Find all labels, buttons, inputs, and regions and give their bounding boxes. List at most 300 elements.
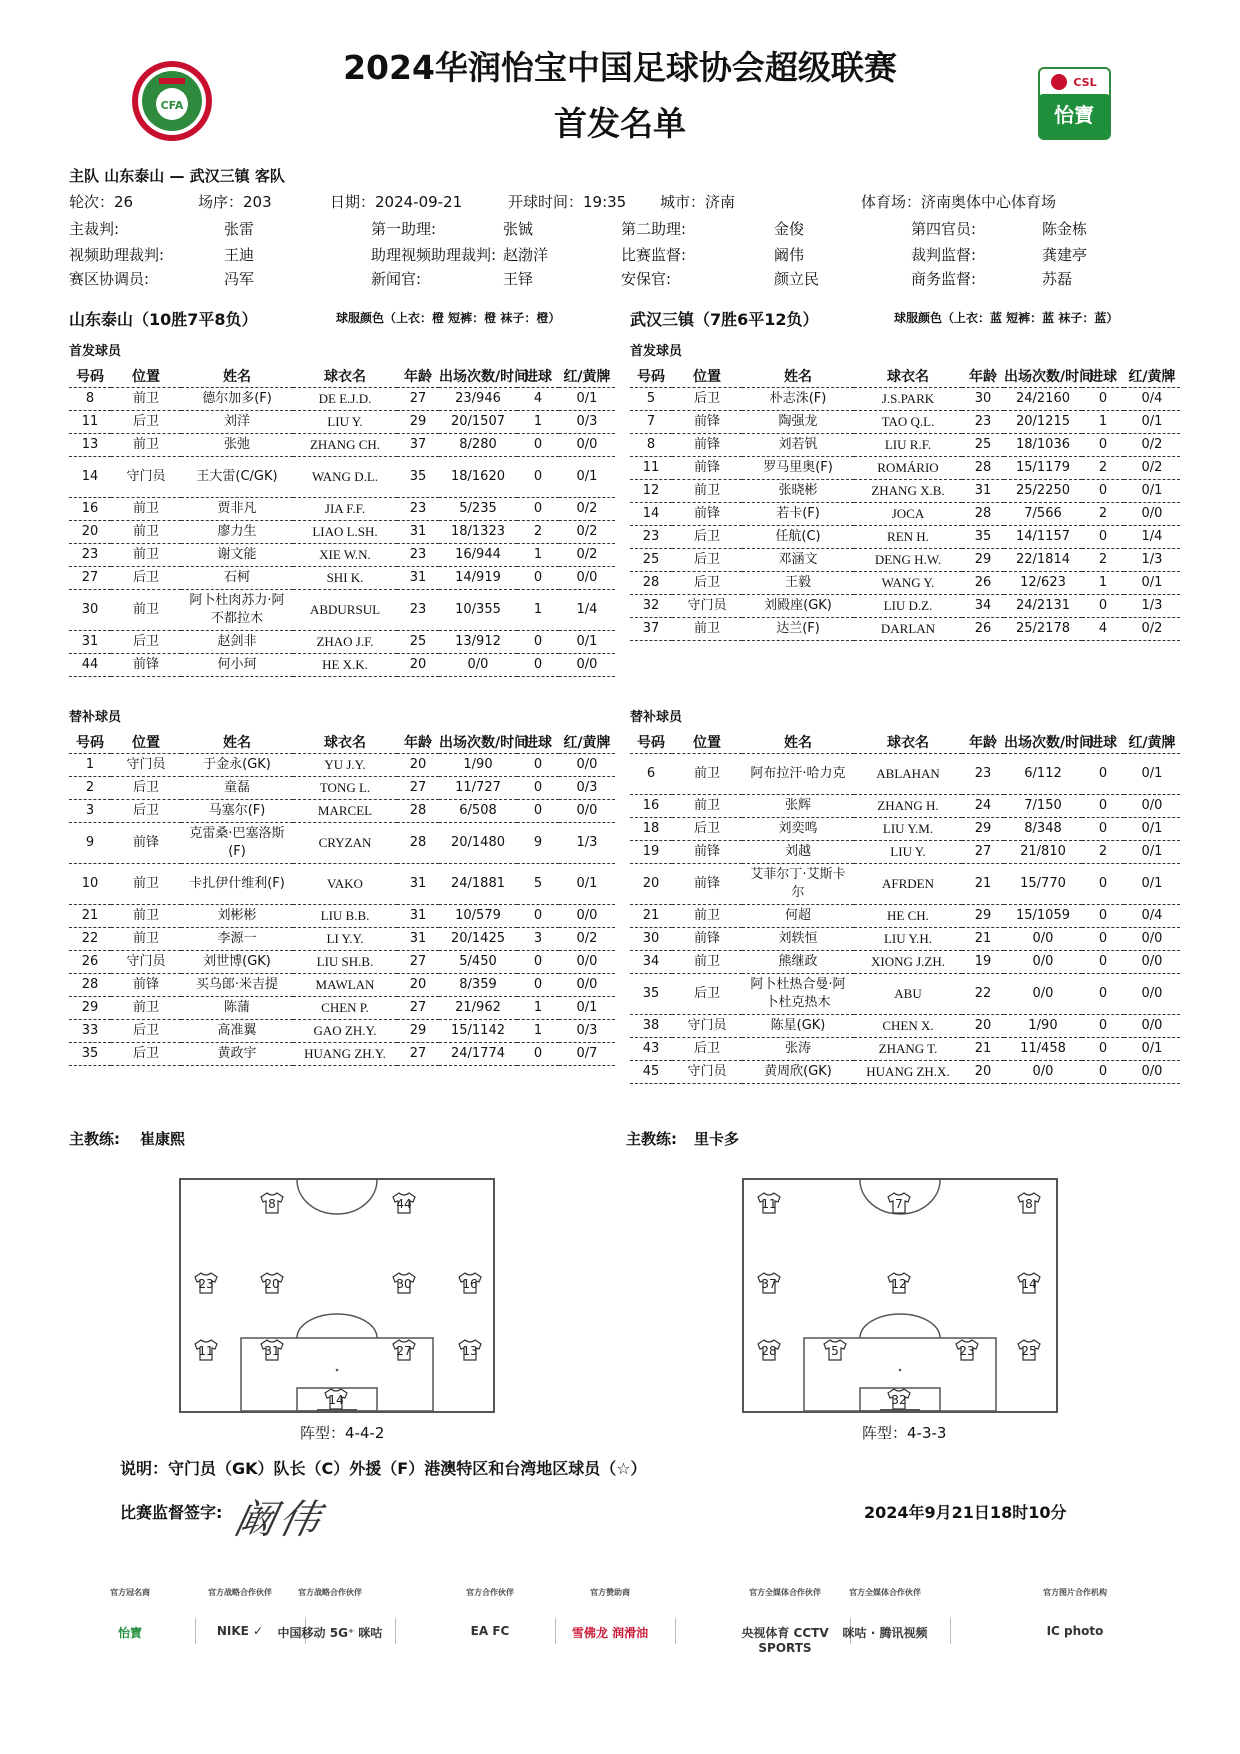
sponsor-divider (395, 1618, 396, 1644)
page-title: 2024华润怡宝中国足球协会超级联赛 (343, 48, 897, 87)
player-cell: 0 (517, 457, 559, 498)
player-cell: 19 (630, 841, 672, 864)
player-cell: TONG L. (293, 777, 397, 800)
player-cell: 守门员 (111, 951, 181, 974)
player-cell: HE CH. (854, 905, 962, 928)
sponsor-divider (675, 1618, 676, 1644)
player-cell: 23 (397, 544, 439, 567)
player-cell: 0 (517, 567, 559, 590)
player-cell: DARLAN (854, 618, 962, 641)
player-cell: 罗马里奥(F) (742, 457, 854, 480)
player-cell: ZHANG H. (854, 795, 962, 818)
player-cell: 廖力生 (181, 521, 293, 544)
player-cell: 11/458 (1004, 1038, 1082, 1061)
column-header: 位置 (111, 365, 181, 388)
shirt-number: 7 (895, 1197, 903, 1211)
player-cell: 0 (517, 951, 559, 974)
player-cell: 8/359 (439, 974, 517, 997)
player-cell: 25/2178 (1004, 618, 1082, 641)
player-cell: 31 (397, 567, 439, 590)
player-cell: 0/0 (559, 800, 615, 823)
shirt-number: 23 (959, 1344, 975, 1358)
shirt-number: 32 (891, 1393, 907, 1407)
player-cell: 9 (69, 823, 111, 864)
player-cell: 于金永(GK) (181, 754, 293, 777)
player-cell: 0 (517, 1043, 559, 1066)
player-cell: 谢文能 (181, 544, 293, 567)
player-cell: 0 (1082, 1061, 1124, 1084)
sponsor-caption: 官方战略合作伙伴 (208, 1588, 272, 1597)
home-subs-title: 替补球员 (69, 710, 122, 725)
player-cell: 前卫 (111, 864, 181, 905)
player-cell: 0 (1082, 928, 1124, 951)
shirt-number: 5 (831, 1344, 839, 1358)
player-cell: 童磊 (181, 777, 293, 800)
shirt-number: 12 (891, 1277, 907, 1291)
player-cell: 5 (517, 864, 559, 905)
player-cell: LI Y.Y. (293, 928, 397, 951)
sponsor-caption: 官方全媒体合作伙伴 (749, 1588, 821, 1597)
player-cell: 前卫 (111, 388, 181, 411)
shirt-number: 8 (1025, 1197, 1033, 1211)
player-cell: 13 (69, 434, 111, 457)
player-row (69, 823, 615, 864)
player-cell: 25 (397, 631, 439, 654)
sponsor-caption: 官方战略合作伙伴 (298, 1588, 362, 1597)
player-cell: 14/919 (439, 567, 517, 590)
player-cell: 0/0 (1124, 951, 1180, 974)
player-cell: 后卫 (672, 1038, 742, 1061)
column-header: 姓名 (181, 365, 293, 388)
official-name: 张铖 (503, 220, 534, 238)
player-cell: 0 (517, 800, 559, 823)
player-cell: 何超 (742, 905, 854, 928)
player-cell: 9 (517, 823, 559, 864)
player-cell: 12/623 (1004, 572, 1082, 595)
player-cell: 守门员 (111, 457, 181, 498)
sponsor-caption: 官方合作伙伴 (466, 1588, 514, 1597)
player-row (630, 457, 1180, 480)
player-cell: ZHANG T. (854, 1038, 962, 1061)
column-header: 位置 (111, 731, 181, 754)
player-cell: 1/3 (1124, 595, 1180, 618)
player-cell: 7/150 (1004, 795, 1082, 818)
player-cell: 守门员 (672, 1061, 742, 1084)
player-cell: 25 (630, 549, 672, 572)
player-cell: 0/4 (1124, 905, 1180, 928)
player-cell: 0/0 (559, 905, 615, 928)
player-cell: 后卫 (672, 974, 742, 1015)
player-cell: HUANG ZH.X. (854, 1061, 962, 1084)
player-cell: 0/0 (559, 654, 615, 677)
player-cell: ZHAO J.F. (293, 631, 397, 654)
player-cell: 34 (630, 951, 672, 974)
player-cell: 0/2 (1124, 618, 1180, 641)
player-cell: 6/508 (439, 800, 517, 823)
player-cell: 38 (630, 1015, 672, 1038)
player-cell: MARCEL (293, 800, 397, 823)
official-role: 主裁判: (69, 220, 120, 238)
player-cell: 李源一 (181, 928, 293, 951)
player-shirt-icon (391, 1272, 417, 1294)
player-cell: 0 (517, 631, 559, 654)
player-cell: 37 (630, 618, 672, 641)
official-role: 商务监督: (911, 270, 977, 288)
player-cell: 0/2 (559, 521, 615, 544)
player-cell: 15/770 (1004, 864, 1082, 905)
player-cell: 0/1 (1124, 818, 1180, 841)
player-row (630, 618, 1180, 641)
pitch-lines (744, 1180, 1056, 1411)
player-cell: 0/2 (559, 928, 615, 951)
player-cell: 3 (69, 800, 111, 823)
player-row (69, 951, 615, 974)
player-cell: 23 (962, 411, 1004, 434)
column-header: 球衣名 (854, 365, 962, 388)
player-cell: 0 (517, 777, 559, 800)
player-cell: 0/0 (559, 754, 615, 777)
player-cell: CRYZAN (293, 823, 397, 864)
player-shirt-icon (457, 1339, 483, 1361)
player-cell: 艾菲尔丁·艾斯卡尔 (742, 864, 854, 905)
player-row (630, 480, 1180, 503)
player-cell: 0/1 (1124, 411, 1180, 434)
player-cell: 21 (962, 928, 1004, 951)
player-cell: 后卫 (672, 818, 742, 841)
player-cell: 27 (397, 1043, 439, 1066)
sponsor-logo: 咪咕 · 腾讯视频 (842, 1626, 928, 1640)
player-cell: 28 (962, 503, 1004, 526)
player-cell: 张涛 (742, 1038, 854, 1061)
player-shirt-icon (886, 1192, 912, 1214)
player-cell: 27 (397, 951, 439, 974)
player-cell: 石柯 (181, 567, 293, 590)
player-cell: 33 (69, 1020, 111, 1043)
player-cell: 0/0 (1004, 974, 1082, 1015)
player-cell: 0/2 (559, 544, 615, 567)
column-header: 红/黄牌 (559, 731, 615, 754)
column-header: 进球 (1082, 365, 1124, 388)
player-row (69, 997, 615, 1020)
player-cell: JIA F.F. (293, 498, 397, 521)
player-cell: 0 (1082, 595, 1124, 618)
player-cell: 25/2250 (1004, 480, 1082, 503)
home-team-record: 山东泰山（10胜7平8负） (69, 310, 258, 329)
player-row (630, 795, 1180, 818)
column-header: 红/黄牌 (1124, 365, 1180, 388)
player-cell: ZHANG CH. (293, 434, 397, 457)
shirt-number: 16 (462, 1277, 478, 1291)
player-cell: 27 (397, 388, 439, 411)
player-shirt-icon (886, 1272, 912, 1294)
player-cell: 10/579 (439, 905, 517, 928)
player-cell: 1/4 (1124, 526, 1180, 549)
player-cell: 4 (1082, 618, 1124, 641)
player-row (69, 498, 615, 521)
player-row (69, 388, 615, 411)
player-cell: 0 (517, 974, 559, 997)
player-shirt-icon (391, 1339, 417, 1361)
player-cell: 赵剑非 (181, 631, 293, 654)
player-cell: 15/1142 (439, 1020, 517, 1043)
player-cell: 12 (630, 480, 672, 503)
player-cell: 后卫 (672, 572, 742, 595)
player-cell: VAKO (293, 864, 397, 905)
official-name: 陈金栋 (1042, 220, 1088, 238)
shirt-number: 20 (264, 1277, 280, 1291)
official-role: 第四官员: (911, 220, 977, 238)
column-header: 号码 (630, 731, 672, 754)
player-cell: 35 (962, 526, 1004, 549)
player-cell: 王毅 (742, 572, 854, 595)
player-cell: 陶强龙 (742, 411, 854, 434)
player-shirt-icon (457, 1272, 483, 1294)
sponsor-caption: 官方图片合作机构 (1043, 1588, 1107, 1597)
player-cell: 前锋 (111, 823, 181, 864)
official-role: 新闻官: (371, 270, 422, 288)
player-cell: 刘轶恒 (742, 928, 854, 951)
player-cell: 14 (630, 503, 672, 526)
player-cell: 前锋 (672, 411, 742, 434)
official-name: 冯军 (224, 270, 255, 288)
player-cell: 16 (69, 498, 111, 521)
player-cell: 0/0 (1124, 928, 1180, 951)
player-cell: 1 (1082, 411, 1124, 434)
official-role: 第一助理: (371, 220, 437, 238)
player-cell: 24/1881 (439, 864, 517, 905)
player-cell: 0/7 (559, 1043, 615, 1066)
player-cell: 0/0 (1124, 503, 1180, 526)
player-cell: 0/2 (559, 498, 615, 521)
player-cell: 后卫 (672, 526, 742, 549)
player-cell: 0/0 (1124, 1061, 1180, 1084)
player-cell: 1 (1082, 572, 1124, 595)
player-shirt-icon (259, 1192, 285, 1214)
player-cell: 前锋 (672, 864, 742, 905)
player-shirt-icon (886, 1388, 912, 1410)
shirt-number: 28 (761, 1344, 777, 1358)
sponsor-logo: 中国移动 5G⁺ 咪咕 (277, 1626, 383, 1640)
player-cell: 前卫 (672, 480, 742, 503)
player-cell: 前锋 (672, 503, 742, 526)
player-cell: 1 (517, 997, 559, 1020)
player-row (69, 521, 615, 544)
column-header: 位置 (672, 365, 742, 388)
player-cell: CHEN P. (293, 997, 397, 1020)
player-cell: REN H. (854, 526, 962, 549)
player-cell: 23 (397, 590, 439, 631)
player-cell: LIU Y.M. (854, 818, 962, 841)
player-cell: 0 (1082, 795, 1124, 818)
player-cell: 后卫 (111, 567, 181, 590)
player-cell: LIU D.Z. (854, 595, 962, 618)
player-cell: 黄政宇 (181, 1043, 293, 1066)
player-cell: 前锋 (672, 928, 742, 951)
player-cell: 6/112 (1004, 754, 1082, 795)
player-cell: 22 (962, 974, 1004, 1015)
player-cell: 0/0 (1124, 795, 1180, 818)
player-cell: 后卫 (111, 800, 181, 823)
player-cell: 阿卜杜热合曼·阿卜杜克热木 (742, 974, 854, 1015)
column-header: 出场次数/时间 (1004, 731, 1082, 754)
home-formation-pitch (179, 1178, 495, 1413)
player-cell: 张弛 (181, 434, 293, 457)
player-cell: 35 (630, 974, 672, 1015)
player-shirt-icon (1016, 1192, 1042, 1214)
player-row (630, 549, 1180, 572)
player-cell: 黄周欣(GK) (742, 1061, 854, 1084)
kickoff-time: 开球时间：19:35 (508, 193, 627, 211)
player-cell: 朴志洙(F) (742, 388, 854, 411)
player-cell: 30 (69, 590, 111, 631)
player-cell: 刘若钒 (742, 434, 854, 457)
home-kit-colors: 球服颜色（上衣：橙 短裤：橙 袜子：橙） (336, 311, 561, 325)
player-cell: 阿布拉汗·哈力克 (742, 754, 854, 795)
shirt-number: 30 (396, 1277, 412, 1291)
match-date: 日期：2024-09-21 (330, 193, 463, 211)
player-row (630, 572, 1180, 595)
player-cell: 14 (69, 457, 111, 498)
player-cell: 克雷桑·巴塞洛斯(F) (181, 823, 293, 864)
player-cell: 0/2 (1124, 457, 1180, 480)
column-header: 年龄 (962, 365, 1004, 388)
player-row (69, 754, 615, 777)
player-cell: 1/90 (1004, 1015, 1082, 1038)
player-cell: 29 (962, 549, 1004, 572)
player-cell: 29 (397, 1020, 439, 1043)
player-cell: 0 (517, 754, 559, 777)
official-role: 助理视频助理裁判: (371, 246, 497, 264)
player-cell: 16 (630, 795, 672, 818)
player-cell: 陈星(GK) (742, 1015, 854, 1038)
player-cell: 25 (962, 434, 1004, 457)
away-formation-pitch (742, 1178, 1058, 1413)
player-cell: 29 (962, 818, 1004, 841)
player-row (630, 864, 1180, 905)
player-cell: 前锋 (672, 457, 742, 480)
player-cell: 20/1507 (439, 411, 517, 434)
column-header: 位置 (672, 731, 742, 754)
player-cell: ABU (854, 974, 962, 1015)
player-shirt-icon (954, 1339, 980, 1361)
player-cell: 1 (517, 411, 559, 434)
player-cell: LIU SH.B. (293, 951, 397, 974)
player-cell: 1 (517, 544, 559, 567)
player-cell: 31 (397, 928, 439, 951)
player-cell: ABLAHAN (854, 754, 962, 795)
stadium: 体育场：济南奥体中心体育场 (861, 193, 1057, 211)
player-cell: SHI K. (293, 567, 397, 590)
player-cell: CHEN X. (854, 1015, 962, 1038)
player-cell: 22/1814 (1004, 549, 1082, 572)
player-row (69, 974, 615, 997)
player-cell: 0/0 (559, 974, 615, 997)
player-row (69, 1043, 615, 1066)
player-cell: 邓涵文 (742, 549, 854, 572)
player-cell: TAO Q.L. (854, 411, 962, 434)
player-cell: WANG Y. (854, 572, 962, 595)
official-name: 金俊 (774, 220, 805, 238)
player-shirt-icon (1016, 1272, 1042, 1294)
column-header: 号码 (630, 365, 672, 388)
player-cell: 2 (1082, 457, 1124, 480)
player-cell: 2 (517, 521, 559, 544)
player-cell: 30 (962, 388, 1004, 411)
official-role: 第二助理: (621, 220, 687, 238)
player-cell: 0 (1082, 1015, 1124, 1038)
player-cell: 任航(C) (742, 526, 854, 549)
player-cell: 何小珂 (181, 654, 293, 677)
player-cell: 23 (397, 498, 439, 521)
player-cell: 13/912 (439, 631, 517, 654)
sponsor-divider (950, 1618, 951, 1644)
player-cell: 29 (397, 411, 439, 434)
city: 城市：济南 (660, 193, 736, 211)
player-cell: 26 (962, 572, 1004, 595)
player-cell: 19 (962, 951, 1004, 974)
player-row (630, 434, 1180, 457)
official-name: 阚伟 (774, 246, 805, 264)
player-shirt-icon (193, 1272, 219, 1294)
player-cell: 德尔加多(F) (181, 388, 293, 411)
away-subs-title: 替补球员 (630, 710, 683, 725)
player-cell: 26 (962, 618, 1004, 641)
column-header: 进球 (517, 365, 559, 388)
player-cell: 阿卜杜肉苏力·阿不都拉木 (181, 590, 293, 631)
player-cell: 18/1036 (1004, 434, 1082, 457)
player-cell: 24/2160 (1004, 388, 1082, 411)
shirt-number: 14 (328, 1393, 344, 1407)
player-cell: 2 (1082, 841, 1124, 864)
column-header: 姓名 (742, 365, 854, 388)
player-shirt-icon (193, 1339, 219, 1361)
player-row (69, 567, 615, 590)
player-cell: 28 (397, 800, 439, 823)
player-row (69, 864, 615, 905)
player-cell: 32 (630, 595, 672, 618)
player-cell: 21 (630, 905, 672, 928)
official-name: 龚建亭 (1042, 246, 1088, 264)
player-row (69, 590, 615, 631)
player-shirt-icon (391, 1192, 417, 1214)
sponsor-logo: IC photo (1046, 1624, 1104, 1638)
player-cell: 0/3 (559, 777, 615, 800)
player-shirt-icon (822, 1339, 848, 1361)
player-cell: 守门员 (672, 595, 742, 618)
player-cell: 刘越 (742, 841, 854, 864)
player-cell: 21 (69, 905, 111, 928)
player-cell: 0/1 (559, 631, 615, 654)
player-cell: 20 (397, 754, 439, 777)
sponsor-caption: 官方赞助商 (590, 1588, 630, 1597)
player-cell: 0/3 (559, 411, 615, 434)
shirt-number: 27 (396, 1344, 412, 1358)
shirt-number: 23 (198, 1277, 214, 1291)
player-cell: 0 (1082, 434, 1124, 457)
home-starting-title: 首发球员 (69, 344, 122, 359)
player-cell: 0/0 (1004, 928, 1082, 951)
player-shirt-icon (756, 1339, 782, 1361)
player-cell: 卡扎伊什维利(F) (181, 864, 293, 905)
column-header: 号码 (69, 731, 111, 754)
column-header: 红/黄牌 (1124, 731, 1180, 754)
player-cell: 前卫 (111, 997, 181, 1020)
player-row (630, 974, 1180, 1015)
away-coach-label: 主教练: (626, 1130, 677, 1148)
player-cell: 0/1 (559, 997, 615, 1020)
csl-logo (1037, 66, 1112, 141)
player-cell: 0/3 (559, 1020, 615, 1043)
